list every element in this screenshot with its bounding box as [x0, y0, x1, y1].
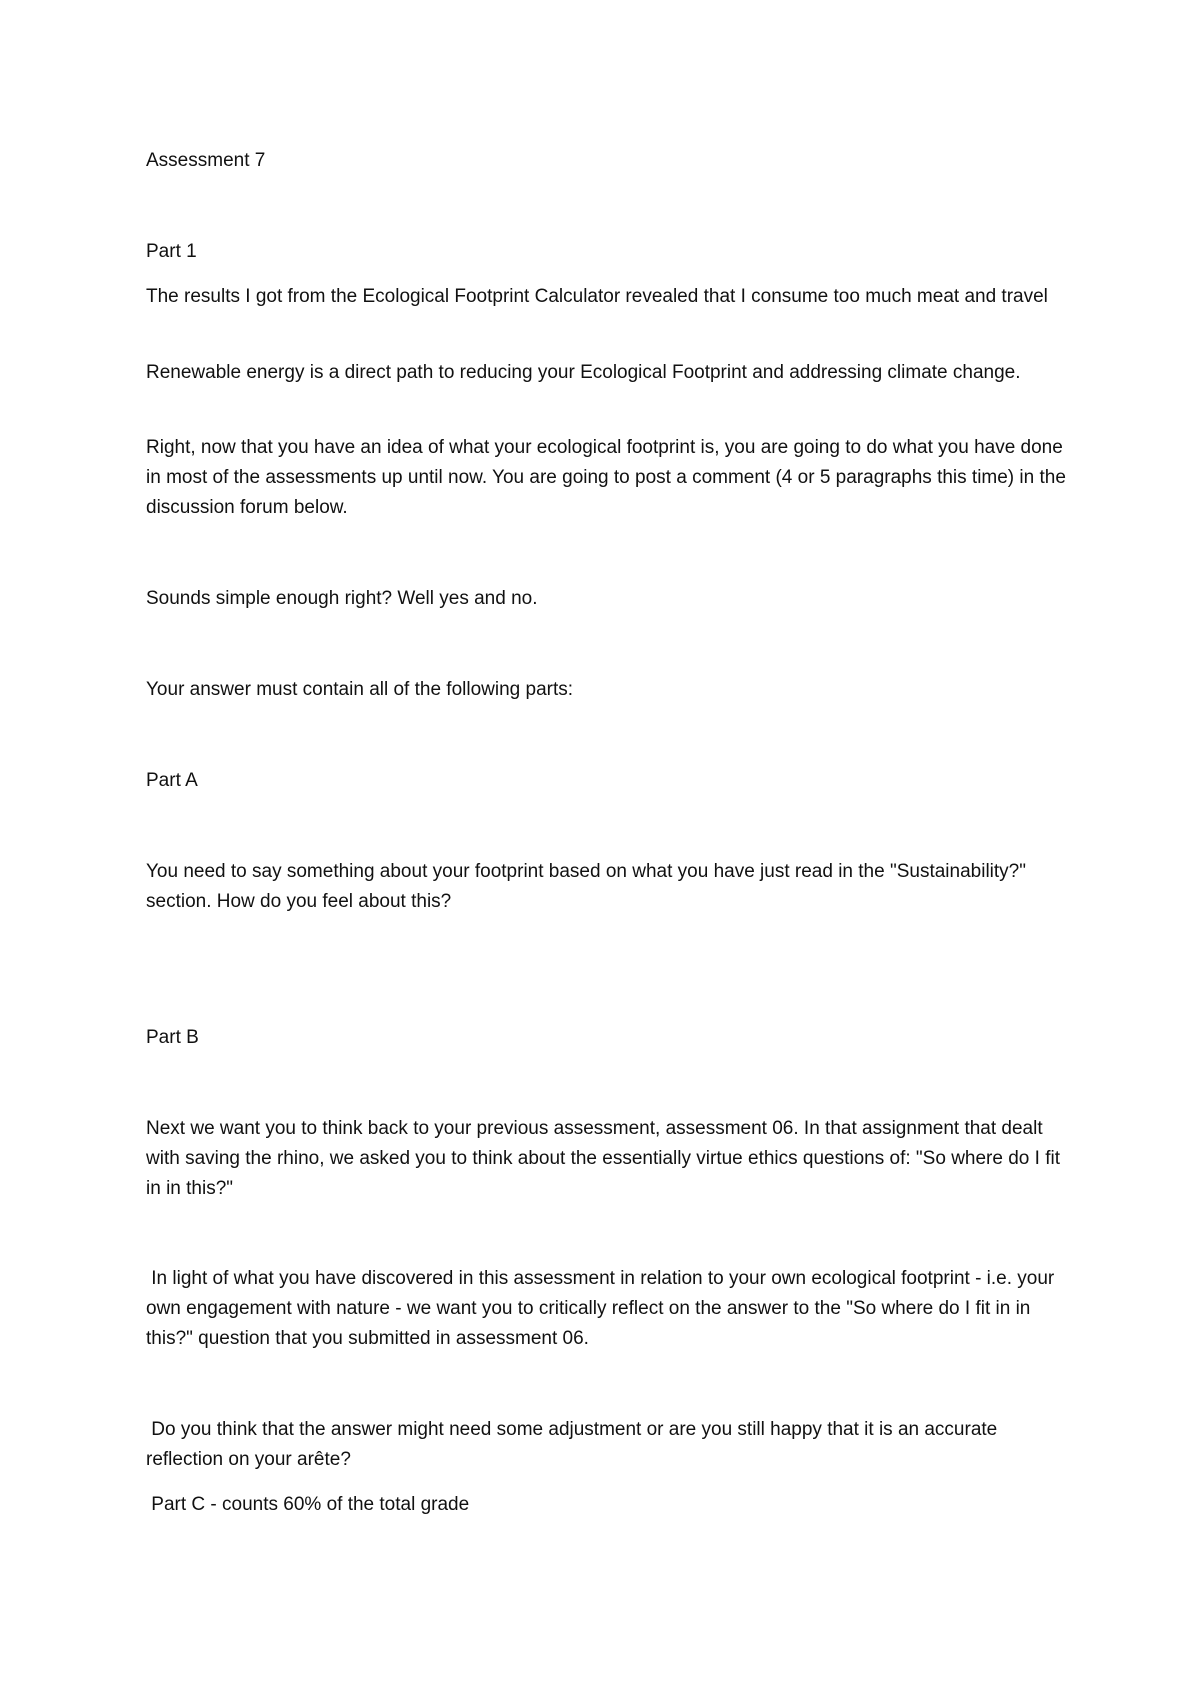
paragraph-instructions: Right, now that you have an idea of what your ecological footprint is, you are going to do what you have done in most of the assessments up until now. You are going to post a comment (4 or 5 paragraphs this time) in the discussion forum below.	[146, 437, 1072, 518]
part-b-heading: Part B	[146, 1027, 199, 1048]
document-title: Assessment 7	[146, 150, 266, 171]
paragraph-renewable-energy: Renewable energy is a direct path to reducing your Ecological Footprint and addressing climate change.	[146, 362, 1021, 383]
paragraph-sounds-simple: Sounds simple enough right? Well yes and no.	[146, 588, 538, 609]
part-c-heading: Part C - counts 60% of the total grade	[146, 1494, 470, 1515]
part-1-heading: Part 1	[146, 241, 197, 262]
paragraph-part-b-intro: Next we want you to think back to your previous assessment, assessment 06. In that assignment that dealt with saving the rhino, we asked you to think about the essentially virtue ethics questions of: "So where do I fit in in this?"	[146, 1118, 1066, 1199]
paragraph-answer-parts: Your answer must contain all of the following parts:	[146, 679, 574, 700]
paragraph-part-a: You need to say something about your footprint based on what you have just read in the "Sustainability?" section. How do you feel about this?	[146, 861, 1032, 912]
paragraph-critical-reflection: In light of what you have discovered in this assessment in relation to your own ecological footprint - i.e. your own engagement with nature - we want you to critically reflect on the answer to the "So where do I fit in in this?" question that you submitted in assessment 06.	[146, 1268, 1060, 1349]
paragraph-adjustment-question: Do you think that the answer might need some adjustment or are you still happy that it is an accurate reflection on your arête?	[146, 1419, 1003, 1470]
part-a-heading: Part A	[146, 770, 198, 791]
paragraph-results: The results I got from the Ecological Footprint Calculator revealed that I consume too much meat and travel	[146, 286, 1048, 307]
